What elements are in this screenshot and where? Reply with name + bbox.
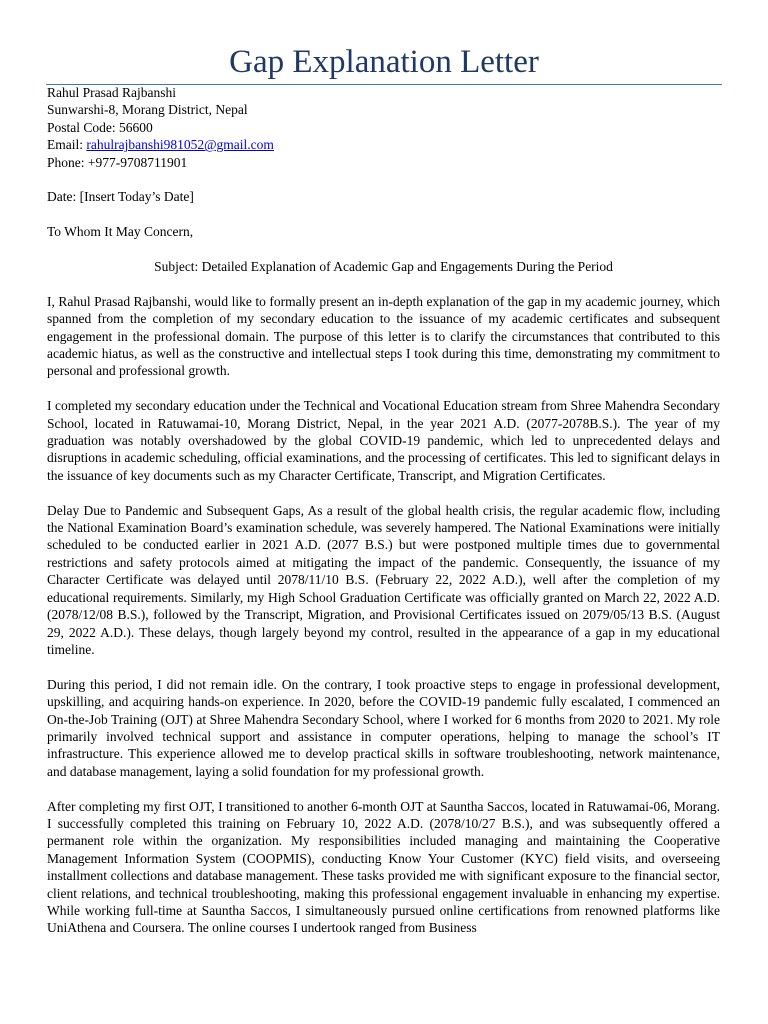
email-link[interactable]: rahulrajbanshi981052@gmail.com	[86, 137, 274, 153]
salutation: To Whom It May Concern,	[47, 224, 194, 240]
sender-email-line	[47, 136, 720, 153]
email-label: Email:	[47, 137, 87, 153]
spacer	[47, 484, 720, 501]
spacer	[47, 658, 720, 675]
spacer	[47, 206, 720, 223]
subject-line: Subject: Detailed Explanation of Academic Gap and Engagements During the Period	[154, 259, 613, 275]
sender-block	[47, 84, 720, 171]
spacer	[47, 241, 720, 258]
sender-address: Sunwarshi-8, Morang District, Nepal	[47, 102, 248, 118]
letter-date: Date: [Insert Today’s Date]	[47, 189, 194, 205]
sender-postal-code: Postal Code: 56600	[47, 119, 153, 135]
body-paragraph: Delay Due to Pandemic and Subsequent Gaps, As a result of the global health crisis, the regular academic flow, including the National Examination Board’s examination schedule, was severely hampered. The National Examinations were initially scheduled to be conducted earlier in 2021 A.D. (2077 B.S.) but were postponed multiple times due to governmental restrictions and safety protocols aimed at mitigating the impact of the pandemic. Consequently, the issuance of my Character Certificate was delayed until 2078/11/10 B.S. (February 22, 2022 A.D.), well after the completion of my educational requirements. Similarly, my High School Graduation Certificate was officially granted on March 22, 2022 A.D. (2078/12/08 B.S.), followed by the Transcript, Migration, and Provisional Certificates issued on 2079/05/13 B.S. (August 29, 2022 A.D.). These delays, though largely beyond my control, resulted in the appearance of a gap in my educational timeline.	[47, 502, 720, 657]
spacer	[47, 780, 720, 797]
sender-phone: Phone: +977-9708711901	[47, 154, 188, 170]
spacer	[47, 275, 720, 292]
letter-body	[47, 84, 720, 937]
body-paragraph: I, Rahul Prasad Rajbanshi, would like to formally present an in-depth explanation of the gap in my academic journey, which spanned from the completion of my secondary education to the issuance of my academic certificates and subsequent engagement in the professional domain. The purpose of this letter is to clarify the circumstances that contributed to this academic hiatus, as well as the constructive and intellectual steps I took during this time, demonstrating my commitment to personal and professional growth.	[47, 293, 720, 379]
sender-name: Rahul Prasad Rajbanshi	[47, 85, 176, 100]
body-paragraph: After completing my first OJT, I transitioned to another 6-month OJT at Sauntha Saccos, located in Ratuwamai-06, Morang. I successfully completed this training on February 10, 2022 A.D. (2078/10/27 B.S.), and was subsequently offered a permanent role within the organization. My responsibilities included managing and maintaining the Cooperative Management Information System (COOPMIS), conducting Know Your Customer (KYC) field visits, and overseeing installment collections and database management. These tasks provided me with significant exposure to the financial sector, client relations, and technical troubleshooting, making this professional engagement invaluable in enhancing my expertise. While working full-time at Sauntha Saccos, I simultaneously pursued online certifications from renowned platforms like UniAthena and Coursera. The online courses I undertook ranged from Business	[47, 798, 720, 936]
page-title: Gap Explanation Letter	[229, 44, 539, 80]
body-paragraph: During this period, I did not remain idle. On the contrary, I took proactive steps to engage in professional development, upskilling, and acquiring hands-on experience. In 2020, before the COVID-19 pandemic fully escalated, I commenced an On-the-Job Training (OJT) at Shree Mahendra Secondary School, where I worked for 6 months from 2020 to 2021. My role primarily involved technical support and assistance in computer operations, helping to manage the school’s IT infrastructure. This experience allowed me to develop practical skills in software troubleshooting, network maintenance, and database management, laying a solid foundation for my professional growth.	[47, 676, 720, 779]
spacer	[47, 171, 720, 188]
body-paragraph: I completed my secondary education under the Technical and Vocational Education stream from Shree Mahendra Secondary School, located in Ratuwamai-10, Morang District, Nepal, in the year 2021 A.D. (2077-2078B.S.). The year of my graduation was notably overshadowed by the global COVID-19 pandemic, which led to unprecedented delays and disruptions in academic scheduling, official examinations, and the processing of certificates. This led to significant delays in the issuance of key documents such as my Character Certificate, Transcript, and Migration Certificates.	[47, 398, 720, 483]
spacer	[47, 380, 720, 397]
